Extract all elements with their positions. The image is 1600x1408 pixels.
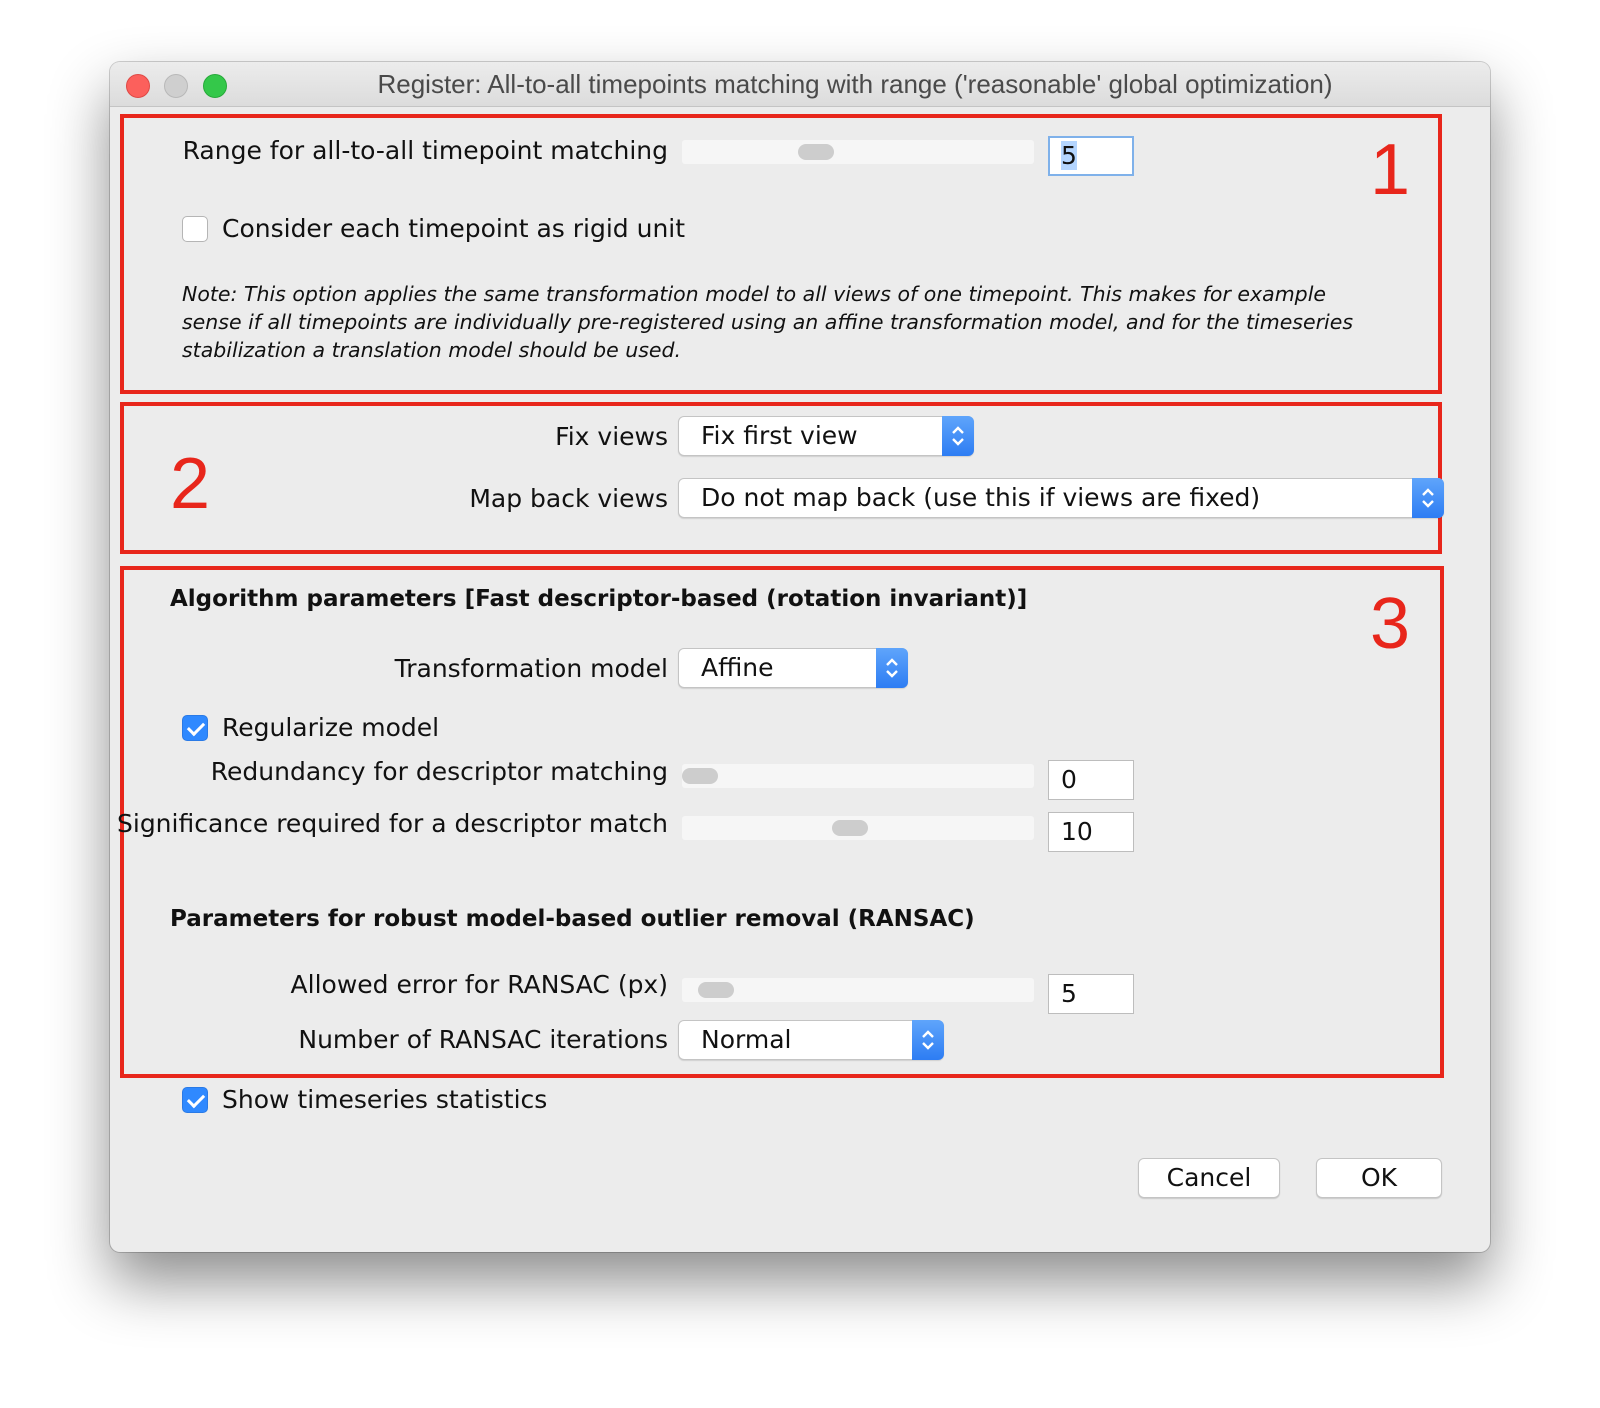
ransac-iterations-label: Number of RANSAC iterations	[298, 1025, 668, 1054]
range-input[interactable]	[1048, 136, 1134, 176]
allowed-error-input[interactable]: 5	[1048, 974, 1134, 1014]
map-back-label: Map back views	[469, 484, 668, 513]
rigid-unit-checkbox[interactable]	[182, 216, 208, 242]
ransac-iterations-value: Normal	[701, 1025, 792, 1054]
redundancy-slider-knob[interactable]	[682, 768, 718, 784]
ransac-iterations-updown-icon	[912, 1020, 944, 1060]
significance-label: Significance required for a descriptor match	[117, 809, 668, 838]
redundancy-slider[interactable]	[682, 764, 1034, 788]
regularize-model-checkbox[interactable]	[182, 715, 208, 741]
algorithm-heading: Algorithm parameters [Fast descriptor-based (rotation invariant)]	[170, 586, 1028, 612]
range-slider[interactable]	[682, 140, 1034, 164]
range-slider-knob[interactable]	[798, 144, 834, 160]
annotation-number-3: 3	[1370, 584, 1411, 664]
redundancy-input[interactable]: 0	[1048, 760, 1134, 800]
transformation-model-updown-icon	[876, 648, 908, 688]
transformation-model-label: Transformation model	[394, 654, 668, 683]
show-stats-checkbox[interactable]	[182, 1087, 208, 1113]
map-back-updown-icon	[1412, 478, 1444, 518]
cancel-button[interactable]: Cancel	[1138, 1158, 1280, 1198]
zoom-window-button[interactable]	[203, 74, 227, 98]
range-label: Range for all-to-all timepoint matching	[182, 136, 668, 165]
fix-views-label: Fix views	[555, 422, 668, 451]
regularize-model-label: Regularize model	[222, 713, 440, 742]
significance-slider[interactable]	[682, 816, 1034, 840]
allowed-error-slider-knob[interactable]	[698, 982, 734, 998]
ok-button[interactable]: OK	[1316, 1158, 1442, 1198]
significance-slider-knob[interactable]	[832, 820, 868, 836]
minimize-window-button[interactable]	[164, 74, 188, 98]
transformation-model-value: Affine	[701, 653, 774, 682]
allowed-error-label: Allowed error for RANSAC (px)	[290, 970, 668, 999]
window-title: Register: All-to-all timepoints matching with range ('reasonable' global optimization)	[377, 69, 1333, 99]
range-input-value: 5	[1061, 141, 1077, 170]
title-bar[interactable]	[110, 62, 1490, 107]
map-back-select[interactable]	[678, 478, 1444, 518]
map-back-value: Do not map back (use this if views are fixed)	[701, 483, 1261, 512]
transformation-model-select[interactable]	[678, 648, 908, 688]
annotation-number-1: 1	[1370, 130, 1411, 210]
ransac-iterations-select[interactable]	[678, 1020, 944, 1060]
close-window-button[interactable]	[126, 74, 150, 98]
rigid-unit-label: Consider each timepoint as rigid unit	[222, 214, 686, 243]
annotation-number-2: 2	[170, 444, 211, 524]
dialog-window	[110, 62, 1490, 1252]
rigid-unit-note: Note: This option applies the same transformation model to all views of one timepoint. This makes for example sense if all timepoints are individually pre-registered using an affine transformation model, and for the timeseries stabilization a translation model should be used.	[182, 282, 1354, 362]
fix-views-updown-icon	[942, 416, 974, 456]
ransac-heading: Parameters for robust model-based outlier removal (RANSAC)	[170, 906, 975, 932]
fix-views-value: Fix first view	[701, 421, 858, 450]
redundancy-label: Redundancy for descriptor matching	[210, 757, 668, 786]
fix-views-select[interactable]	[678, 416, 974, 456]
significance-input[interactable]: 10	[1048, 812, 1134, 852]
show-stats-label: Show timeseries statistics	[222, 1085, 548, 1114]
allowed-error-slider[interactable]	[682, 978, 1034, 1002]
